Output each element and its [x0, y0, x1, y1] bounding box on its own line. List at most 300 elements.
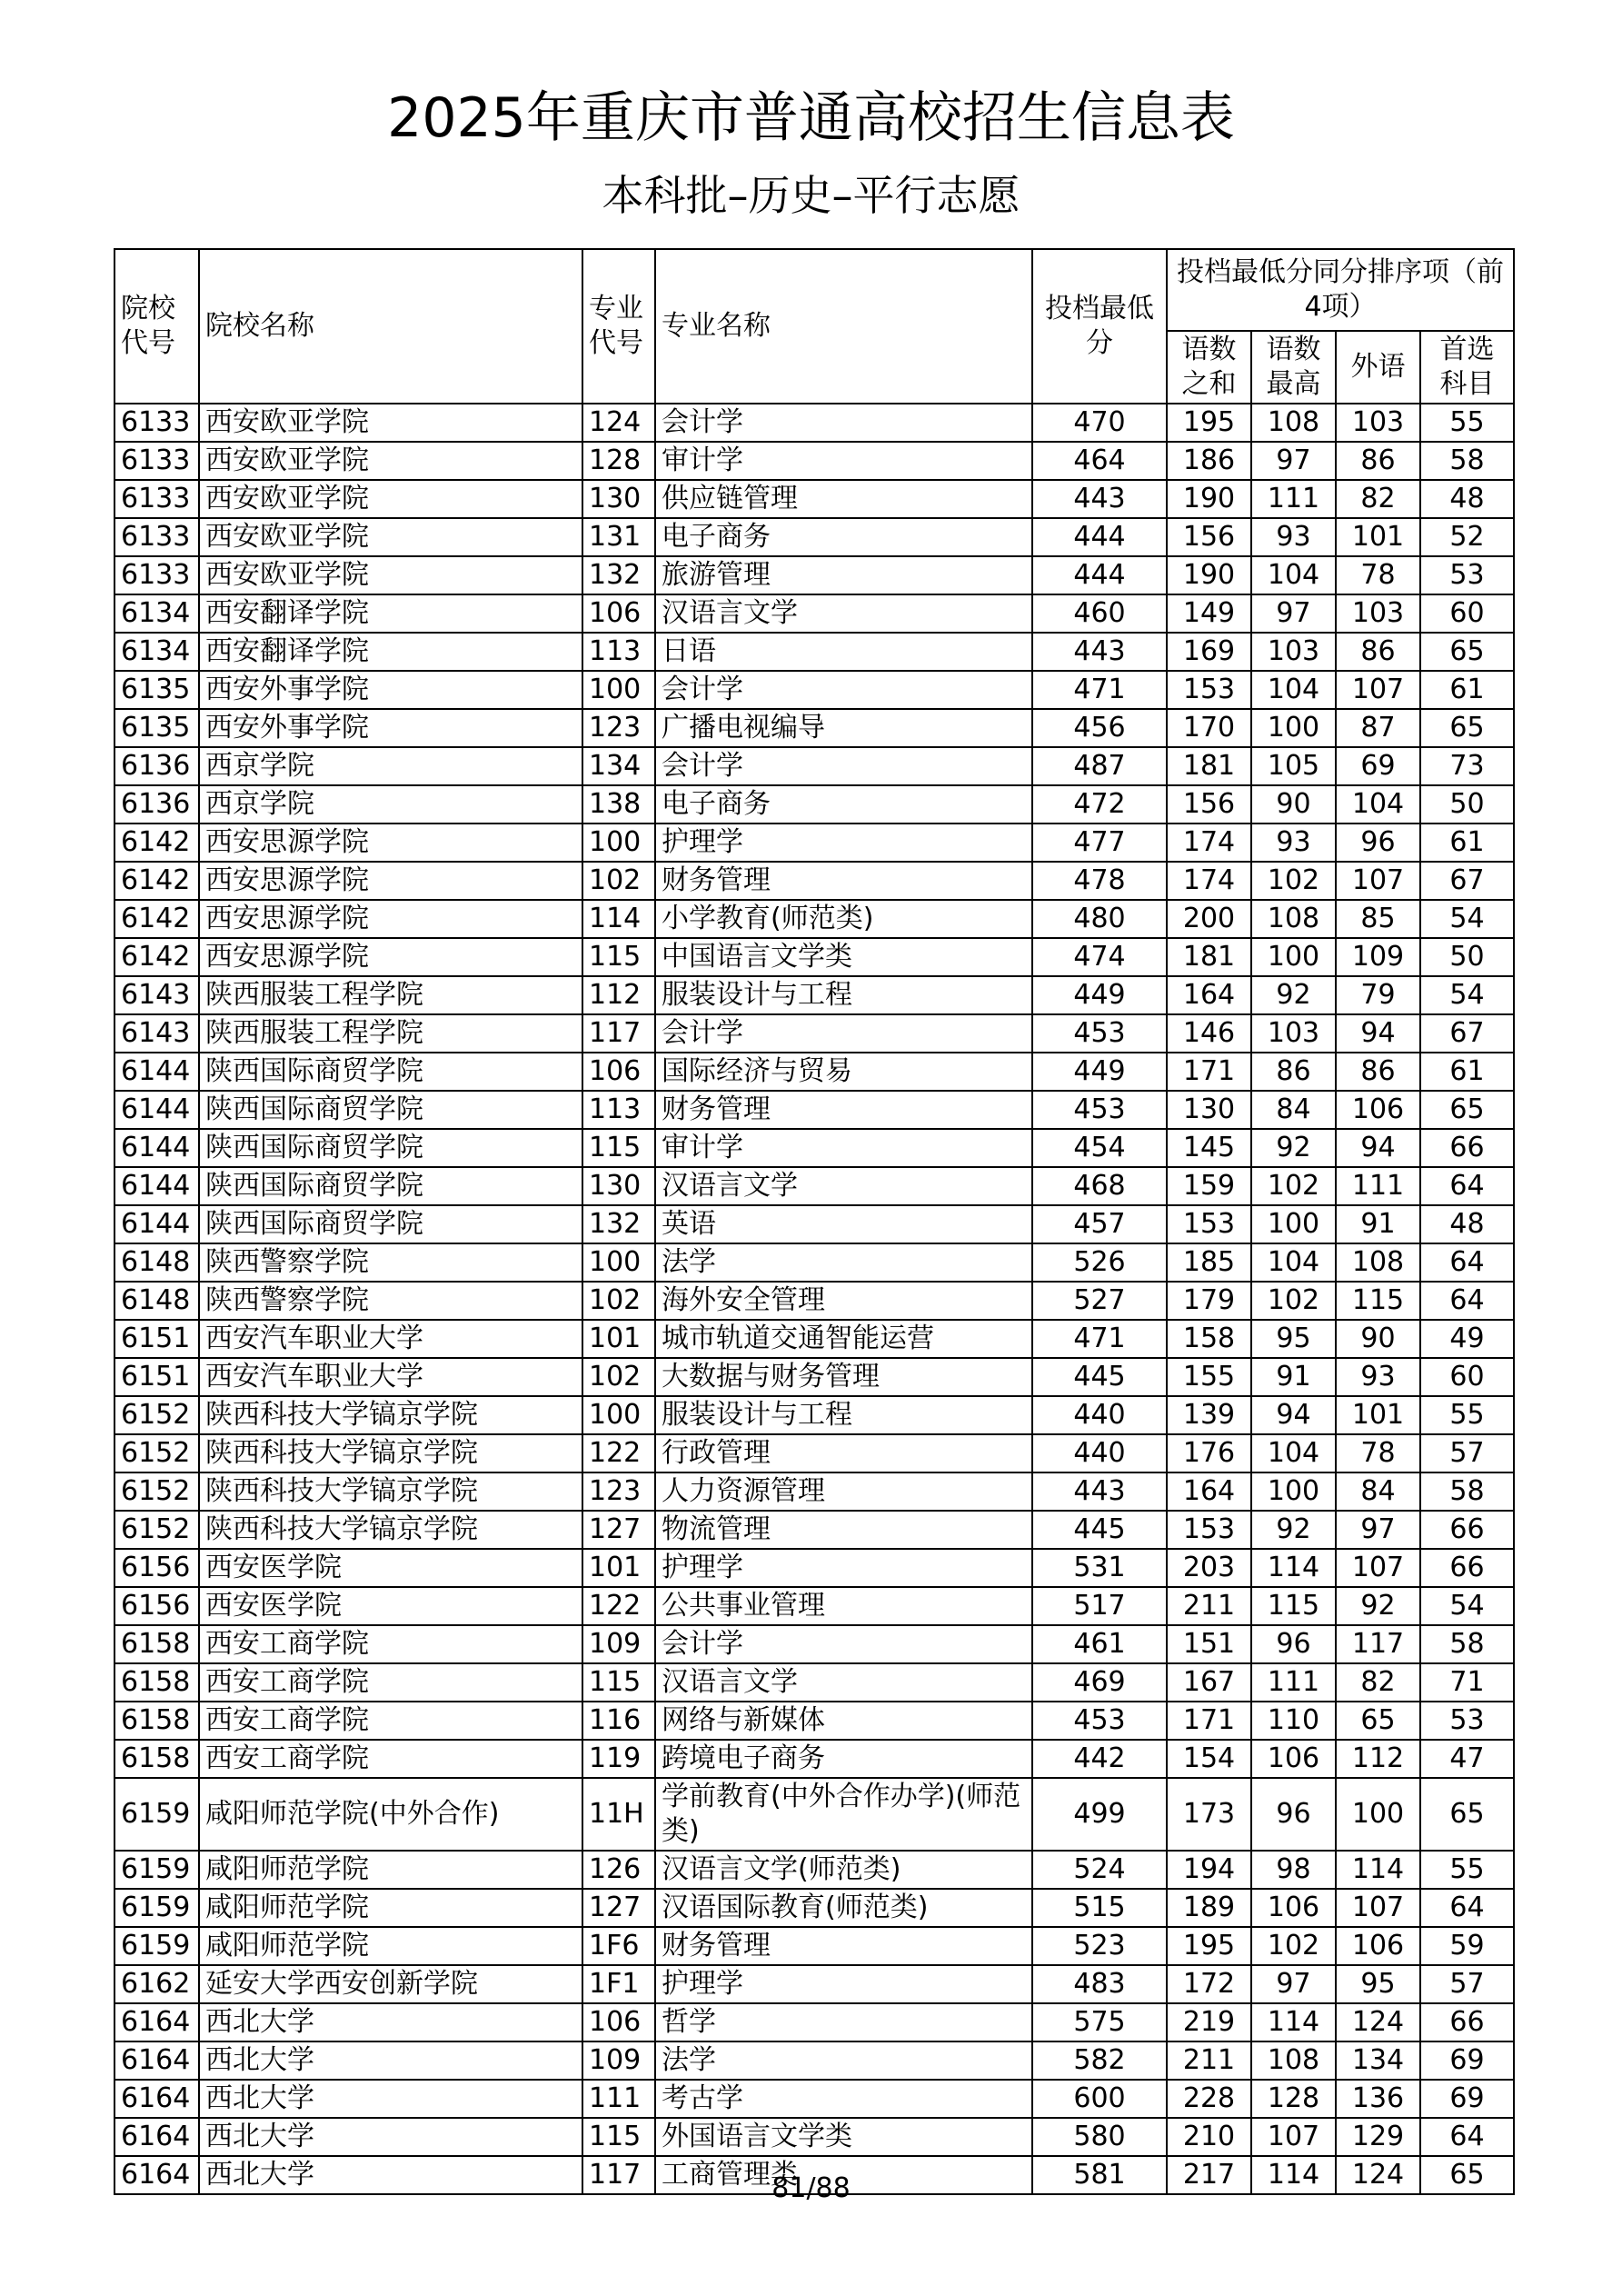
cell-chn-math-sum: 176: [1167, 1434, 1251, 1472]
cell-school-code: 6144: [114, 1091, 199, 1129]
cell-chn-math-max: 104: [1251, 1434, 1336, 1472]
cell-chn-math-max: 97: [1251, 1965, 1336, 2003]
cell-min-score: 474: [1032, 938, 1167, 976]
cell-school-code: 6159: [114, 1851, 199, 1889]
cell-min-score: 444: [1032, 518, 1167, 556]
cell-min-score: 461: [1032, 1625, 1167, 1663]
table-body: [114, 404, 1514, 2194]
cell-major-code: 100: [582, 824, 655, 862]
cell-chn-math-max: 102: [1251, 1927, 1336, 1965]
cell-school-code: 6162: [114, 1965, 199, 2003]
cell-chn-math-max: 102: [1251, 1167, 1336, 1205]
cell-major-code: 115: [582, 938, 655, 976]
cell-major-code: 123: [582, 709, 655, 747]
cell-major-code: 115: [582, 2118, 655, 2156]
cell-major-name: 会计学: [655, 671, 1032, 709]
cell-school-code: 6152: [114, 1396, 199, 1434]
cell-major-code: 130: [582, 1167, 655, 1205]
table-row: [114, 1927, 1514, 1965]
table-row: [114, 1587, 1514, 1625]
cell-major-code: 102: [582, 1282, 655, 1320]
cell-first-subject-score: 61: [1420, 1053, 1514, 1091]
cell-major-code: 106: [582, 1053, 655, 1091]
cell-chn-math-sum: 153: [1167, 1205, 1251, 1243]
cell-major-name: 护理学: [655, 1965, 1032, 2003]
table-row: [114, 1889, 1514, 1927]
cell-school-code: 6148: [114, 1282, 199, 1320]
cell-chn-math-sum: 170: [1167, 709, 1251, 747]
cell-major-code: 116: [582, 1702, 655, 1740]
table-row: [114, 938, 1514, 976]
table-row: [114, 1702, 1514, 1740]
cell-min-score: 443: [1032, 480, 1167, 518]
table-row: [114, 1167, 1514, 1205]
cell-school-code: 6135: [114, 709, 199, 747]
cell-chn-math-sum: 179: [1167, 1282, 1251, 1320]
cell-first-subject-score: 58: [1420, 442, 1514, 480]
cell-chn-math-max: 86: [1251, 1053, 1336, 1091]
cell-min-score: 471: [1032, 671, 1167, 709]
cell-min-score: 471: [1032, 1320, 1167, 1358]
cell-foreign-score: 78: [1336, 1434, 1420, 1472]
cell-first-subject-score: 67: [1420, 862, 1514, 900]
cell-foreign-score: 103: [1336, 594, 1420, 633]
header-min-score: 投档最低分: [1032, 249, 1167, 404]
cell-first-subject-score: 66: [1420, 1549, 1514, 1587]
cell-major-code: 114: [582, 900, 655, 938]
cell-school-code: 6133: [114, 404, 199, 442]
cell-min-score: 468: [1032, 1167, 1167, 1205]
cell-school-code: 6148: [114, 1243, 199, 1282]
cell-major-code: 1F6: [582, 1927, 655, 1965]
cell-major-code: 130: [582, 480, 655, 518]
cell-first-subject-score: 73: [1420, 747, 1514, 785]
cell-school-code: 6136: [114, 747, 199, 785]
cell-chn-math-max: 84: [1251, 1091, 1336, 1129]
cell-min-score: 470: [1032, 404, 1167, 442]
cell-school-code: 6164: [114, 2118, 199, 2156]
cell-chn-math-max: 91: [1251, 1358, 1336, 1396]
cell-min-score: 449: [1032, 1053, 1167, 1091]
cell-foreign-score: 82: [1336, 480, 1420, 518]
cell-school-name: 西安思源学院: [199, 900, 582, 938]
cell-school-code: 6136: [114, 785, 199, 824]
cell-chn-math-sum: 130: [1167, 1091, 1251, 1129]
cell-first-subject-score: 53: [1420, 1702, 1514, 1740]
cell-major-code: 122: [582, 1434, 655, 1472]
cell-major-code: 100: [582, 1396, 655, 1434]
cell-min-score: 443: [1032, 633, 1167, 671]
cell-chn-math-max: 96: [1251, 1778, 1336, 1851]
table-row: [114, 404, 1514, 442]
cell-chn-math-sum: 171: [1167, 1053, 1251, 1091]
cell-first-subject-score: 48: [1420, 480, 1514, 518]
cell-major-code: 119: [582, 1740, 655, 1778]
header-tiebreak-group: 投档最低分同分排序项（前4项）: [1167, 249, 1514, 331]
table-row: [114, 1472, 1514, 1511]
cell-major-name: 日语: [655, 633, 1032, 671]
cell-chn-math-sum: 200: [1167, 900, 1251, 938]
cell-chn-math-sum: 190: [1167, 556, 1251, 594]
cell-chn-math-max: 111: [1251, 480, 1336, 518]
cell-chn-math-sum: 228: [1167, 2080, 1251, 2118]
cell-first-subject-score: 64: [1420, 2118, 1514, 2156]
cell-major-code: 11H: [582, 1778, 655, 1851]
cell-major-name: 海外安全管理: [655, 1282, 1032, 1320]
cell-school-name: 陕西国际商贸学院: [199, 1091, 582, 1129]
cell-min-score: 445: [1032, 1511, 1167, 1549]
cell-school-code: 6144: [114, 1053, 199, 1091]
cell-major-name: 会计学: [655, 1014, 1032, 1053]
page-title: 2025年重庆市普通高校招生信息表: [387, 86, 1235, 150]
table-row: [114, 1625, 1514, 1663]
cell-school-name: 西京学院: [199, 785, 582, 824]
cell-chn-math-sum: 169: [1167, 633, 1251, 671]
cell-min-score: 453: [1032, 1091, 1167, 1129]
cell-major-code: 126: [582, 1851, 655, 1889]
cell-school-name: 陕西国际商贸学院: [199, 1053, 582, 1091]
cell-first-subject-score: 54: [1420, 1587, 1514, 1625]
cell-school-name: 西安汽车职业大学: [199, 1358, 582, 1396]
cell-first-subject-score: 66: [1420, 1129, 1514, 1167]
cell-major-name: 财务管理: [655, 862, 1032, 900]
cell-major-code: 115: [582, 1129, 655, 1167]
cell-school-name: 西安外事学院: [199, 709, 582, 747]
cell-foreign-score: 136: [1336, 2080, 1420, 2118]
cell-school-name: 西安工商学院: [199, 1702, 582, 1740]
cell-major-name: 物流管理: [655, 1511, 1032, 1549]
cell-chn-math-sum: 219: [1167, 2003, 1251, 2041]
cell-chn-math-sum: 195: [1167, 1927, 1251, 1965]
cell-major-code: 124: [582, 404, 655, 442]
cell-first-subject-score: 50: [1420, 938, 1514, 976]
table-row: [114, 2118, 1514, 2156]
cell-major-name: 法学: [655, 2041, 1032, 2080]
cell-foreign-score: 100: [1336, 1778, 1420, 1851]
cell-school-name: 西北大学: [199, 2080, 582, 2118]
page-number: 81/88: [771, 2172, 851, 2204]
header-school-name: 院校名称: [199, 249, 582, 404]
header-major-name: 专业名称: [655, 249, 1032, 404]
cell-chn-math-sum: 189: [1167, 1889, 1251, 1927]
table-row: [114, 2003, 1514, 2041]
cell-min-score: 453: [1032, 1702, 1167, 1740]
cell-first-subject-score: 61: [1420, 824, 1514, 862]
cell-chn-math-max: 100: [1251, 709, 1336, 747]
cell-chn-math-sum: 153: [1167, 671, 1251, 709]
cell-major-code: 100: [582, 671, 655, 709]
cell-major-code: 106: [582, 2003, 655, 2041]
cell-min-score: 477: [1032, 824, 1167, 862]
cell-school-name: 陕西科技大学镐京学院: [199, 1396, 582, 1434]
cell-chn-math-max: 128: [1251, 2080, 1336, 2118]
cell-chn-math-max: 102: [1251, 862, 1336, 900]
cell-major-name: 考古学: [655, 2080, 1032, 2118]
cell-foreign-score: 94: [1336, 1014, 1420, 1053]
cell-school-code: 6152: [114, 1472, 199, 1511]
cell-school-name: 陕西服装工程学院: [199, 1014, 582, 1053]
cell-major-name: 城市轨道交通智能运营: [655, 1320, 1032, 1358]
cell-school-code: 6134: [114, 633, 199, 671]
cell-major-code: 1F1: [582, 1965, 655, 2003]
admission-table: [114, 248, 1515, 2195]
cell-school-name: 延安大学西安创新学院: [199, 1965, 582, 2003]
cell-chn-math-sum: 181: [1167, 747, 1251, 785]
cell-chn-math-sum: 156: [1167, 518, 1251, 556]
cell-chn-math-sum: 190: [1167, 480, 1251, 518]
cell-first-subject-score: 54: [1420, 976, 1514, 1014]
cell-school-code: 6142: [114, 900, 199, 938]
cell-chn-math-sum: 151: [1167, 1625, 1251, 1663]
cell-min-score: 600: [1032, 2080, 1167, 2118]
cell-school-code: 6133: [114, 442, 199, 480]
cell-min-score: 453: [1032, 1014, 1167, 1053]
cell-major-name: 广播电视编导: [655, 709, 1032, 747]
cell-first-subject-score: 60: [1420, 594, 1514, 633]
cell-first-subject-score: 47: [1420, 1740, 1514, 1778]
cell-foreign-score: 106: [1336, 1927, 1420, 1965]
cell-major-code: 111: [582, 2080, 655, 2118]
cell-school-name: 陕西科技大学镐京学院: [199, 1511, 582, 1549]
cell-major-code: 106: [582, 594, 655, 633]
cell-min-score: 443: [1032, 1472, 1167, 1511]
cell-school-name: 陕西警察学院: [199, 1282, 582, 1320]
table-row: [114, 671, 1514, 709]
cell-first-subject-score: 69: [1420, 2041, 1514, 2080]
cell-foreign-score: 69: [1336, 747, 1420, 785]
cell-first-subject-score: 64: [1420, 1167, 1514, 1205]
cell-school-name: 西京学院: [199, 747, 582, 785]
cell-school-code: 6142: [114, 824, 199, 862]
cell-major-name: 外国语言文学类: [655, 2118, 1032, 2156]
cell-school-name: 陕西国际商贸学院: [199, 1167, 582, 1205]
cell-chn-math-max: 100: [1251, 938, 1336, 976]
cell-min-score: 442: [1032, 1740, 1167, 1778]
table-row: [114, 1320, 1514, 1358]
cell-min-score: 499: [1032, 1778, 1167, 1851]
cell-foreign-score: 94: [1336, 1129, 1420, 1167]
cell-foreign-score: 108: [1336, 1243, 1420, 1282]
cell-chn-math-sum: 171: [1167, 1702, 1251, 1740]
table-row: [114, 1549, 1514, 1587]
cell-foreign-score: 101: [1336, 518, 1420, 556]
table-row: [114, 1851, 1514, 1889]
cell-major-name: 旅游管理: [655, 556, 1032, 594]
cell-chn-math-max: 102: [1251, 1282, 1336, 1320]
cell-first-subject-score: 66: [1420, 2003, 1514, 2041]
cell-first-subject-score: 58: [1420, 1625, 1514, 1663]
cell-min-score: 527: [1032, 1282, 1167, 1320]
table-row: [114, 900, 1514, 938]
cell-school-code: 6152: [114, 1434, 199, 1472]
cell-foreign-score: 103: [1336, 404, 1420, 442]
cell-chn-math-max: 108: [1251, 900, 1336, 938]
table-row: [114, 862, 1514, 900]
cell-foreign-score: 107: [1336, 1549, 1420, 1587]
cell-foreign-score: 86: [1336, 1053, 1420, 1091]
cell-foreign-score: 117: [1336, 1625, 1420, 1663]
cell-foreign-score: 106: [1336, 1091, 1420, 1129]
cell-school-code: 6143: [114, 976, 199, 1014]
cell-chn-math-sum: 172: [1167, 1965, 1251, 2003]
cell-foreign-score: 84: [1336, 1472, 1420, 1511]
cell-min-score: 440: [1032, 1396, 1167, 1434]
table-row: [114, 2041, 1514, 2080]
cell-school-name: 西安欧亚学院: [199, 518, 582, 556]
cell-chn-math-max: 92: [1251, 1129, 1336, 1167]
table-row: [114, 785, 1514, 824]
cell-chn-math-sum: 181: [1167, 938, 1251, 976]
cell-school-code: 6158: [114, 1740, 199, 1778]
cell-major-name: 财务管理: [655, 1091, 1032, 1129]
cell-first-subject-score: 65: [1420, 2156, 1514, 2194]
header-major-code: 专业代号: [582, 249, 655, 404]
table-row: [114, 1740, 1514, 1778]
cell-foreign-score: 92: [1336, 1587, 1420, 1625]
cell-major-code: 138: [582, 785, 655, 824]
cell-major-code: 123: [582, 1472, 655, 1511]
cell-foreign-score: 115: [1336, 1282, 1420, 1320]
cell-first-subject-score: 55: [1420, 1851, 1514, 1889]
header-chn-math-sum: 语数之和: [1167, 331, 1251, 404]
page-subtitle: 本科批–历史–平行志愿: [602, 171, 1020, 220]
cell-major-name: 汉语国际教育(师范类): [655, 1889, 1032, 1927]
table-row: [114, 518, 1514, 556]
cell-school-code: 6142: [114, 862, 199, 900]
cell-major-name: 小学教育(师范类): [655, 900, 1032, 938]
cell-chn-math-max: 107: [1251, 2118, 1336, 2156]
cell-min-score: 575: [1032, 2003, 1167, 2041]
cell-min-score: 487: [1032, 747, 1167, 785]
cell-major-name: 护理学: [655, 1549, 1032, 1587]
table-row: [114, 747, 1514, 785]
cell-chn-math-sum: 195: [1167, 404, 1251, 442]
cell-chn-math-sum: 154: [1167, 1740, 1251, 1778]
cell-first-subject-score: 53: [1420, 556, 1514, 594]
table-row: [114, 1778, 1514, 1851]
cell-school-name: 西安思源学院: [199, 938, 582, 976]
cell-major-name: 哲学: [655, 2003, 1032, 2041]
cell-school-name: 西安欧亚学院: [199, 480, 582, 518]
cell-chn-math-sum: 174: [1167, 862, 1251, 900]
cell-foreign-score: 114: [1336, 1851, 1420, 1889]
cell-first-subject-score: 71: [1420, 1663, 1514, 1702]
cell-chn-math-sum: 149: [1167, 594, 1251, 633]
cell-major-name: 公共事业管理: [655, 1587, 1032, 1625]
cell-foreign-score: 86: [1336, 633, 1420, 671]
table-row: [114, 480, 1514, 518]
table-row: [114, 1282, 1514, 1320]
cell-foreign-score: 78: [1336, 556, 1420, 594]
cell-major-name: 护理学: [655, 824, 1032, 862]
cell-chn-math-max: 108: [1251, 2041, 1336, 2080]
cell-foreign-score: 90: [1336, 1320, 1420, 1358]
cell-min-score: 531: [1032, 1549, 1167, 1587]
cell-first-subject-score: 65: [1420, 633, 1514, 671]
table-row: [114, 442, 1514, 480]
cell-school-code: 6158: [114, 1663, 199, 1702]
cell-min-score: 582: [1032, 2041, 1167, 2080]
cell-chn-math-sum: 203: [1167, 1549, 1251, 1587]
table-row: [114, 1358, 1514, 1396]
cell-min-score: 524: [1032, 1851, 1167, 1889]
cell-major-code: 102: [582, 1358, 655, 1396]
cell-major-name: 汉语言文学: [655, 1663, 1032, 1702]
cell-chn-math-max: 92: [1251, 1511, 1336, 1549]
cell-major-name: 会计学: [655, 404, 1032, 442]
cell-chn-math-max: 92: [1251, 976, 1336, 1014]
table-row: [114, 633, 1514, 671]
cell-major-name: 跨境电子商务: [655, 1740, 1032, 1778]
cell-min-score: 478: [1032, 862, 1167, 900]
cell-school-code: 6156: [114, 1587, 199, 1625]
table-row: [114, 1014, 1514, 1053]
cell-foreign-score: 97: [1336, 1511, 1420, 1549]
cell-chn-math-sum: 153: [1167, 1511, 1251, 1549]
cell-chn-math-max: 100: [1251, 1472, 1336, 1511]
cell-major-code: 127: [582, 1889, 655, 1927]
cell-major-name: 会计学: [655, 747, 1032, 785]
cell-major-name: 服装设计与工程: [655, 976, 1032, 1014]
cell-chn-math-sum: 156: [1167, 785, 1251, 824]
cell-school-code: 6164: [114, 2041, 199, 2080]
cell-first-subject-score: 50: [1420, 785, 1514, 824]
cell-school-code: 6158: [114, 1702, 199, 1740]
cell-foreign-score: 111: [1336, 1167, 1420, 1205]
cell-school-code: 6143: [114, 1014, 199, 1053]
cell-first-subject-score: 60: [1420, 1358, 1514, 1396]
cell-chn-math-max: 114: [1251, 2156, 1336, 2194]
cell-min-score: 457: [1032, 1205, 1167, 1243]
header-chn-math-max: 语数最高: [1251, 331, 1336, 404]
table-row: [114, 1053, 1514, 1091]
cell-chn-math-max: 104: [1251, 671, 1336, 709]
cell-chn-math-max: 97: [1251, 594, 1336, 633]
table-row: [114, 1396, 1514, 1434]
cell-min-score: 523: [1032, 1927, 1167, 1965]
cell-chn-math-max: 90: [1251, 785, 1336, 824]
cell-school-name: 西安欧亚学院: [199, 442, 582, 480]
table-row: [114, 1965, 1514, 2003]
cell-chn-math-sum: 145: [1167, 1129, 1251, 1167]
cell-school-name: 陕西国际商贸学院: [199, 1129, 582, 1167]
cell-major-code: 117: [582, 2156, 655, 2194]
cell-chn-math-max: 100: [1251, 1205, 1336, 1243]
cell-min-score: 581: [1032, 2156, 1167, 2194]
cell-first-subject-score: 55: [1420, 1396, 1514, 1434]
table-row: [114, 1129, 1514, 1167]
cell-chn-math-sum: 185: [1167, 1243, 1251, 1282]
cell-chn-math-max: 93: [1251, 824, 1336, 862]
cell-school-code: 6144: [114, 1129, 199, 1167]
cell-chn-math-sum: 194: [1167, 1851, 1251, 1889]
cell-major-name: 电子商务: [655, 785, 1032, 824]
cell-min-score: 454: [1032, 1129, 1167, 1167]
cell-first-subject-score: 65: [1420, 1091, 1514, 1129]
cell-school-name: 西北大学: [199, 2003, 582, 2041]
cell-chn-math-max: 110: [1251, 1702, 1336, 1740]
cell-school-name: 陕西科技大学镐京学院: [199, 1472, 582, 1511]
cell-first-subject-score: 48: [1420, 1205, 1514, 1243]
cell-chn-math-max: 104: [1251, 1243, 1336, 1282]
cell-chn-math-max: 111: [1251, 1663, 1336, 1702]
cell-min-score: 480: [1032, 900, 1167, 938]
cell-school-name: 咸阳师范学院(中外合作): [199, 1778, 582, 1851]
cell-chn-math-max: 95: [1251, 1320, 1336, 1358]
cell-school-code: 6164: [114, 2156, 199, 2194]
cell-foreign-score: 101: [1336, 1396, 1420, 1434]
cell-min-score: 440: [1032, 1434, 1167, 1472]
